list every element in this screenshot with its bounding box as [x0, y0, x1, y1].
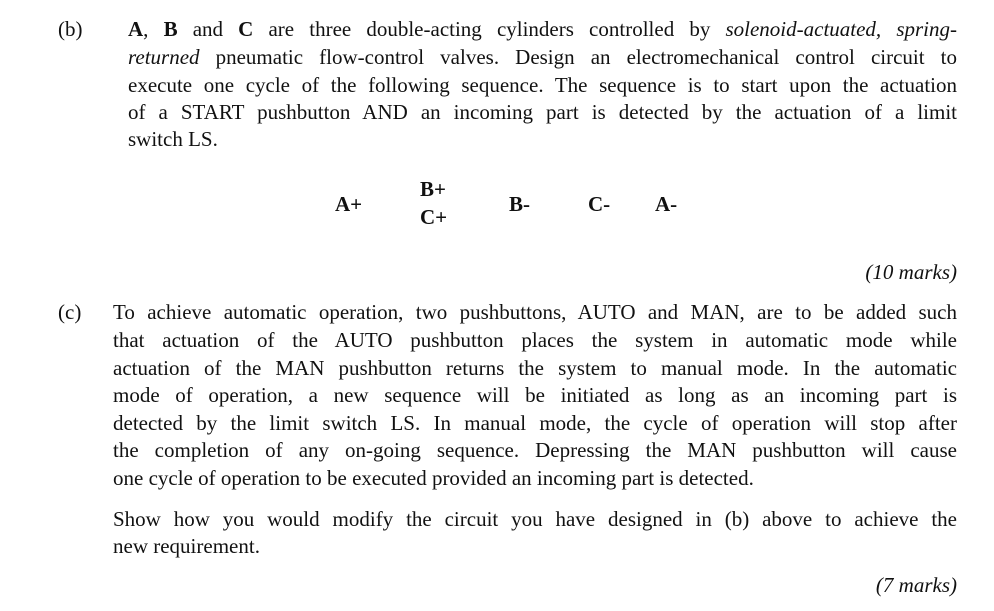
- text-run: pneumatic flow-control valves. Design an electromechanical control circuit to: [199, 45, 957, 69]
- text-line: [113, 411, 957, 436]
- text-line: [113, 300, 957, 325]
- text-line: [128, 127, 218, 152]
- text-run: actuation of the MAN pushbutton returns the system to manual mode. In the automatic: [113, 356, 957, 380]
- text-run: execute one cycle of the following sequence. The sequence is to start upon the actuation: [128, 73, 957, 97]
- part-b-label: (b): [58, 17, 83, 41]
- part-b-marks: (10 marks): [865, 260, 957, 284]
- seq-a-minus: A-: [655, 192, 678, 216]
- text-run: B: [163, 17, 178, 41]
- text-line: [113, 383, 957, 408]
- text-run: To achieve automatic operation, two pushbuttons, AUTO and MAN, are to be added such: [113, 300, 957, 324]
- text-run: A: [128, 17, 144, 41]
- text-line: [113, 328, 957, 353]
- text-run: are three double-acting cylinders controlled by: [253, 17, 726, 41]
- text-line: [113, 534, 260, 559]
- text-line: [113, 356, 957, 381]
- text-run: new requirement.: [113, 534, 260, 558]
- text-run: detected by the limit switch LS. In manual mode, the cycle of operation will stop after: [113, 411, 957, 435]
- seq-b-plus: B+: [420, 177, 446, 201]
- text-run: that actuation of the AUTO pushbutton places the system in automatic mode while: [113, 328, 957, 352]
- part-c-marks: (7 marks): [875, 573, 957, 597]
- text-line: [128, 73, 957, 98]
- part-c-label: (c): [58, 300, 82, 324]
- text-line: [128, 17, 957, 42]
- text-run: ,: [143, 17, 164, 41]
- text-run: C: [238, 17, 254, 41]
- seq-c-minus: C-: [588, 192, 611, 216]
- text-line: [128, 100, 957, 125]
- text-run: Show how you would modify the circuit you have designed in (b) above to achieve the: [113, 507, 957, 531]
- text-line: [113, 466, 754, 491]
- text-run: solenoid-actuated, spring-: [725, 17, 957, 41]
- text-run: and: [177, 17, 239, 41]
- text-run: one cycle of operation to be executed provided an incoming part is detected.: [113, 466, 754, 490]
- seq-a-plus: A+: [335, 192, 363, 216]
- text-run: switch LS.: [128, 127, 218, 151]
- seq-b-minus: B-: [509, 192, 530, 216]
- text-line: [113, 438, 957, 463]
- text-line: [128, 45, 957, 70]
- text-line: [113, 507, 957, 532]
- text-run: mode of operation, a new sequence will be initiated as long as an incoming part is: [113, 383, 957, 407]
- seq-c-plus: C+: [420, 205, 448, 229]
- text-run: of a START pushbutton AND an incoming part is detected by the actuation of a limit: [128, 100, 957, 124]
- text-run: returned: [128, 45, 200, 69]
- text-run: the completion of any on-going sequence. Depressing the MAN pushbutton will cause: [113, 438, 957, 462]
